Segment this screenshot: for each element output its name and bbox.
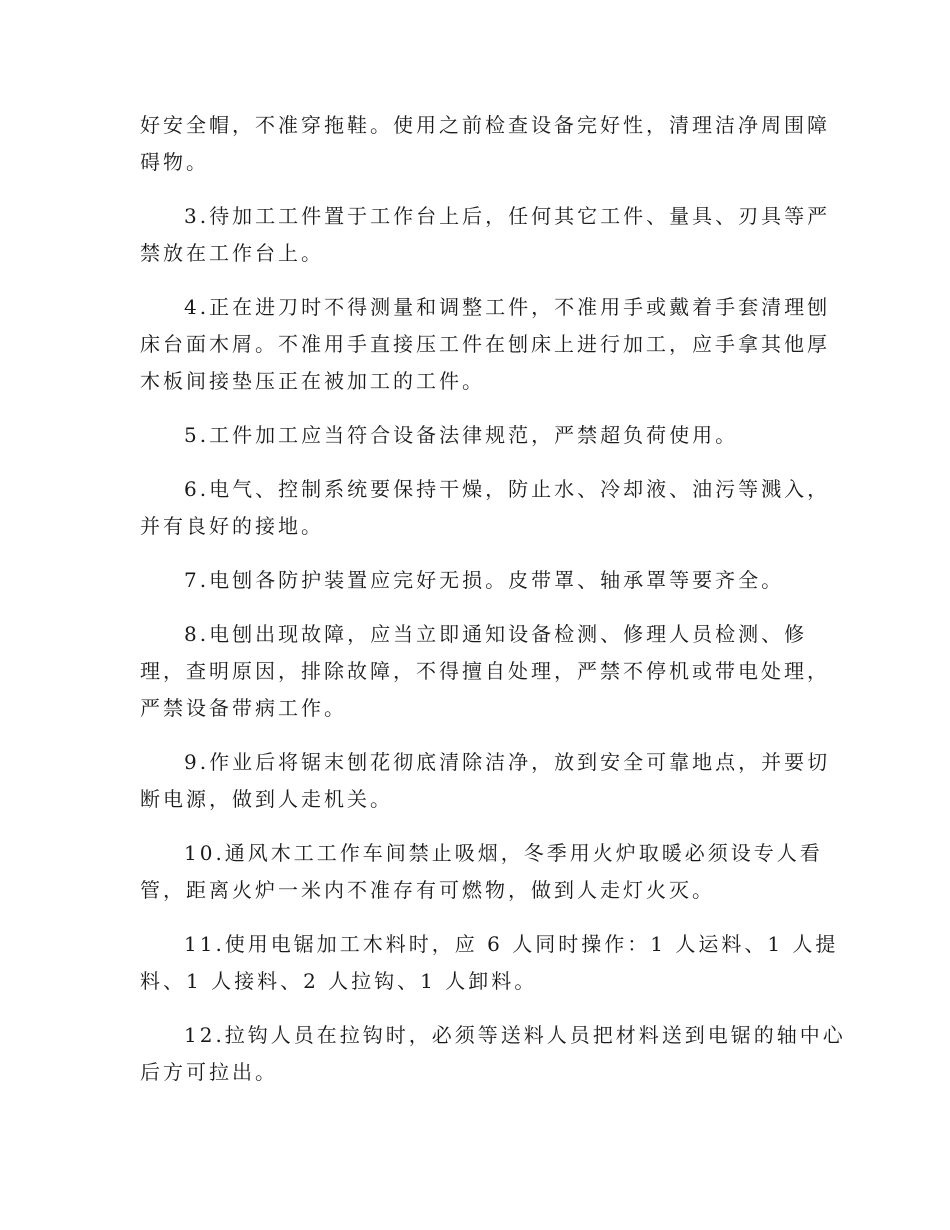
- paragraph-line: 6.电气、控制系统要保持干燥，防止水、冷却液、油污等溅入，: [184, 477, 831, 501]
- paragraph-item-4: [140, 289, 831, 400]
- paragraph-line: 10.通风木工工作车间禁止吸烟，冬季用火炉取暖必须设专人看: [184, 841, 823, 865]
- paragraph-line: 7.电刨各防护装置应完好无损。皮带罩、轴承罩等要齐全。: [184, 568, 785, 592]
- paragraph-line: 后方可拉出。: [140, 1060, 278, 1084]
- paragraph-line: 管，距离火炉一米内不准存有可燃物，做到人走灯火灭。: [140, 878, 715, 902]
- paragraph-line: 9.作业后将锯末刨花彻底清除洁净，放到安全可靠地点，并要切: [184, 750, 831, 774]
- paragraph-item-5: [140, 417, 812, 454]
- paragraph-item-10: [140, 835, 823, 909]
- paragraph-line: 木板间接垫压正在被加工的工件。: [140, 369, 485, 393]
- paragraph-line: 禁放在工作台上。: [140, 241, 324, 265]
- paragraph-line: 理，查明原因，排除故障，不得擅自处理，严禁不停机或带电处理，: [140, 659, 830, 683]
- paragraph-item-3: [140, 198, 831, 272]
- paragraph-line: 床台面木屑。不准用手直接压工件在刨床上进行加工，应手拿其他厚: [140, 332, 830, 356]
- paragraph-continuation: [140, 107, 830, 181]
- paragraph-line: 断电源，做到人走机关。: [140, 787, 393, 811]
- paragraph-line: 并有良好的接地。: [140, 514, 324, 538]
- paragraph-item-6: [140, 471, 831, 545]
- paragraph-line: 4.正在进刀时不得测量和调整工件，不准用手或戴着手套清理刨: [184, 295, 831, 319]
- paragraph-item-9: [140, 744, 831, 818]
- paragraph-line: 3.待加工工件置于工作台上后，任何其它工件、量具、刃具等严: [184, 204, 831, 228]
- paragraph-line: 8.电刨出现故障，应当立即通知设备检测、修理人员检测、修: [184, 622, 808, 646]
- paragraph-line: 碍物。: [140, 150, 209, 174]
- paragraph-line: 好安全帽，不准穿拖鞋。使用之前检查设备完好性，清理洁净周围障: [140, 113, 830, 137]
- document-body: [140, 107, 846, 1108]
- paragraph-line: 严禁设备带病工作。: [140, 696, 347, 720]
- paragraph-line: 12.拉钩人员在拉钩时，必须等送料人员把材料送到电锯的轴中心: [184, 1023, 846, 1047]
- paragraph-line: 11.使用电锯加工木料时，应 6 人同时操作：1 人运料、1 人提: [184, 932, 839, 956]
- paragraph-item-11: [140, 926, 839, 1000]
- paragraph-line: 料、1 人接料、2 人拉钩、1 人卸料。: [140, 969, 538, 993]
- paragraph-item-8: [140, 616, 830, 727]
- paragraph-line: 5.工件加工应当符合设备法律规范，严禁超负荷使用。: [184, 423, 739, 447]
- paragraph-item-12: [140, 1017, 846, 1091]
- paragraph-item-7: [140, 562, 812, 599]
